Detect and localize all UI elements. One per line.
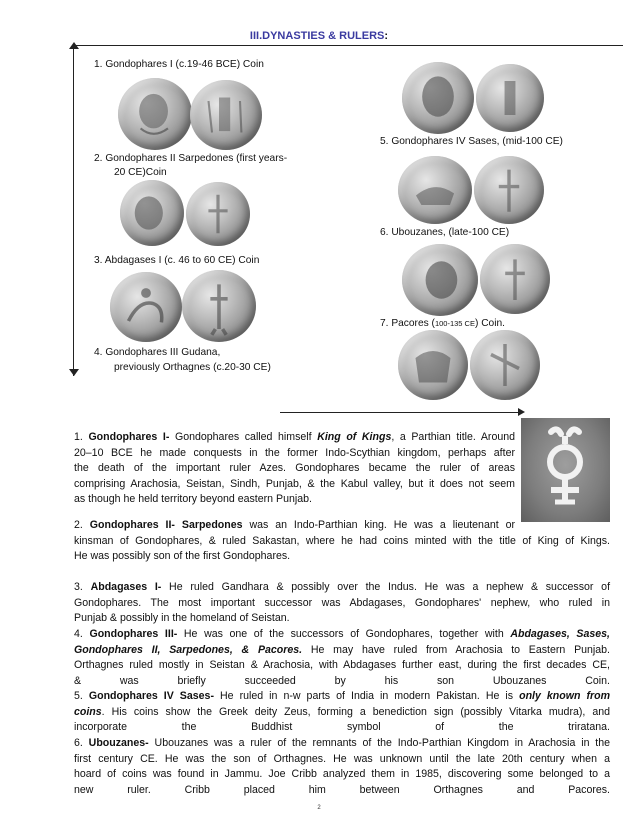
p1-text2: , a Parthian title. Around [391, 431, 516, 443]
paragraph-gondophares-1 [74, 430, 515, 508]
p5-emphasis-2: coins [74, 705, 102, 718]
coin-image-abdagases-obverse [110, 272, 182, 342]
p1-lead: 1. [74, 431, 89, 443]
p4-rulers-list: Abdagases, Sases, [510, 628, 610, 640]
p3-name: Abdagases I- [90, 581, 162, 593]
page-number: 2 [317, 805, 321, 811]
coin-image-pacores2-reverse [470, 330, 540, 400]
arrow-right-icon [518, 408, 525, 416]
p3-lead: 3. [74, 581, 91, 593]
p5-text: He ruled in n-w parts of India in modern Pakistan. He is [213, 690, 520, 702]
p1-king-of-kings: King of Kings [317, 431, 392, 443]
coin-image-pacores-reverse [480, 244, 550, 314]
p6-text: Ubouzanes was a ruler of the remnants of the Indo-Parthian Kingdom in Arachosia in the [148, 737, 611, 749]
p2-text: was an Indo-Parthian king. He was a lieutenant or [242, 519, 516, 531]
p4-text: He was one of the successors of Gondophares, together with [177, 628, 511, 640]
paragraph-abdagases [74, 580, 610, 627]
p4-line3: Orthagnes ruled mostly in Seistan & Arachosia, with Abdagases further east, during the first decades CE, [74, 659, 610, 672]
p1-name: Gondophares I- [88, 431, 170, 443]
caption-coin-6: 6. Ubouzanes, (late-100 CE) [380, 227, 510, 238]
p3-line2: Gondophares. The most important successor was Abdagases, Gondophares' nephew, who ruled in [74, 596, 610, 609]
gondophares-symbol-image [521, 418, 610, 522]
p1-text: Gondophares called himself [169, 431, 318, 443]
p2-line2: kinsman of Gondophares, & ruled Sakastan, where he had coins minted with the title of King of Kings. [74, 534, 610, 547]
p4-text2: He may have ruled from Arachosia to Eastern Punjab. [302, 643, 610, 656]
caption-coin-1: 1. Gondophares I (c.19-46 BCE) Coin [94, 59, 264, 70]
p5-line3: incorporate the Buddhist symbol of the triratana. [74, 721, 610, 734]
p5-text2: . His coins show the Greek deity Zeus, forming a benediction sign (possibly Vitarka mudra), and [101, 705, 610, 718]
section-heading [0, 30, 638, 42]
p6-name: Ubouzanes- [88, 737, 149, 749]
p2-line3: He was possibly son of the first Gondophares. [74, 550, 291, 563]
p6-line4: new ruler. Cribb placed him between Orthagnes and Pacores. [74, 783, 610, 796]
caption-coin-4-line2: previously Orthagnes (c.20-30 CE) [114, 362, 271, 373]
p1-line3: the death of the important ruler Azes. Gondophares became the ruler of areas [74, 462, 515, 475]
p3-text: He ruled Gandhara & possibly over the Indus. He was a nephew & successor of [161, 581, 611, 593]
paragraph-ubouzanes [74, 736, 610, 798]
paragraph-gondophares-4 [74, 689, 610, 736]
p4-name: Gondophares III- [89, 628, 178, 640]
p2-name: Gondophares II- Sarpedones [89, 519, 243, 531]
coin-image-gondophares-2-obverse [120, 180, 184, 246]
caption-coin-4-line1: 4. Gondophares III Gudana, [94, 347, 221, 358]
coin-image-gondophares-2-reverse [186, 182, 250, 246]
p6-lead: 6. [74, 737, 89, 749]
caption-coin-7-a: 7. Pacores ( [380, 318, 435, 329]
tamga-symbol-icon [521, 418, 610, 522]
p1-line5: as though he held territory beyond eastern Punjab. [74, 493, 312, 506]
p3-line3: Punjab & possibly in the homeland of Seistan. [74, 612, 290, 625]
left-vertical-rule [73, 46, 74, 376]
coin-image-ubouzanes-reverse [474, 156, 544, 224]
p6-line3: hoard of coins was found in Jammu. Joe Cribb analyzed them in 1985, discovering some belonged to a [74, 768, 610, 781]
arrow-down-icon [69, 369, 79, 376]
p5-name: Gondophares IV Sases- [88, 690, 214, 702]
coin-image-abdagases-reverse [182, 270, 256, 342]
paragraph-gondophares-3 [74, 627, 610, 689]
caption-coin-2-line1: 2. Gondophares II Sarpedones (first years- [94, 153, 288, 164]
coin-image-ubouzanes-obverse [398, 156, 472, 224]
caption-coin-2-line2: 20 CE)Coin [114, 167, 167, 178]
caption-coin-3: 3. Abdagases I (c. 46 to 60 CE) Coin [94, 255, 260, 266]
p4-rulers-list-2: Gondophares II, Sarpedones, & Pacores. [74, 643, 303, 656]
caption-coin-7 [380, 317, 505, 331]
p1-line4: comprising Arachosia, Seistan, Sindh, Punjab, & the Kabul valley, but it does not seem [74, 477, 515, 490]
coin-image-gondophares-1-reverse [190, 80, 262, 150]
caption-coin-7-c: ) Coin. [474, 318, 505, 329]
section-heading-colon: : [384, 30, 389, 42]
top-rule [73, 45, 623, 46]
p5-emphasis: only known from [519, 690, 611, 702]
p1-line2: 20–10 BCE he made conquests in the former Indo-Scythian kingdom, perhaps after [74, 446, 515, 459]
caption-coin-7-dates: 100-135 CE [434, 319, 475, 328]
bottom-rule [280, 412, 520, 413]
caption-coin-5: 5. Gondophares IV Sases, (mid-100 CE) [380, 136, 563, 147]
coin-image-gondophares-1-obverse [118, 78, 192, 150]
coin-image-pacores2-obverse [398, 330, 468, 400]
p4-line4: & was briefly succeeded by his son Ubouzanes Coin. [74, 674, 610, 687]
coin-image-gondophares-4-obverse [402, 62, 474, 134]
p4-lead: 4. [74, 628, 90, 640]
p6-line2: first century CE. He was the son of Orthagnes. He was unknown until the late 20th century when a [74, 752, 610, 765]
coin-image-gondophares-4-reverse [476, 64, 544, 132]
p5-lead: 5. [74, 690, 89, 702]
paragraph-gondophares-2 [74, 518, 610, 565]
arrow-up-icon [69, 42, 79, 49]
coin-image-pacores-obverse [402, 244, 478, 316]
p2-lead: 2. [74, 519, 90, 531]
section-heading-text: III.DYNASTIES & RULERS [249, 30, 385, 42]
